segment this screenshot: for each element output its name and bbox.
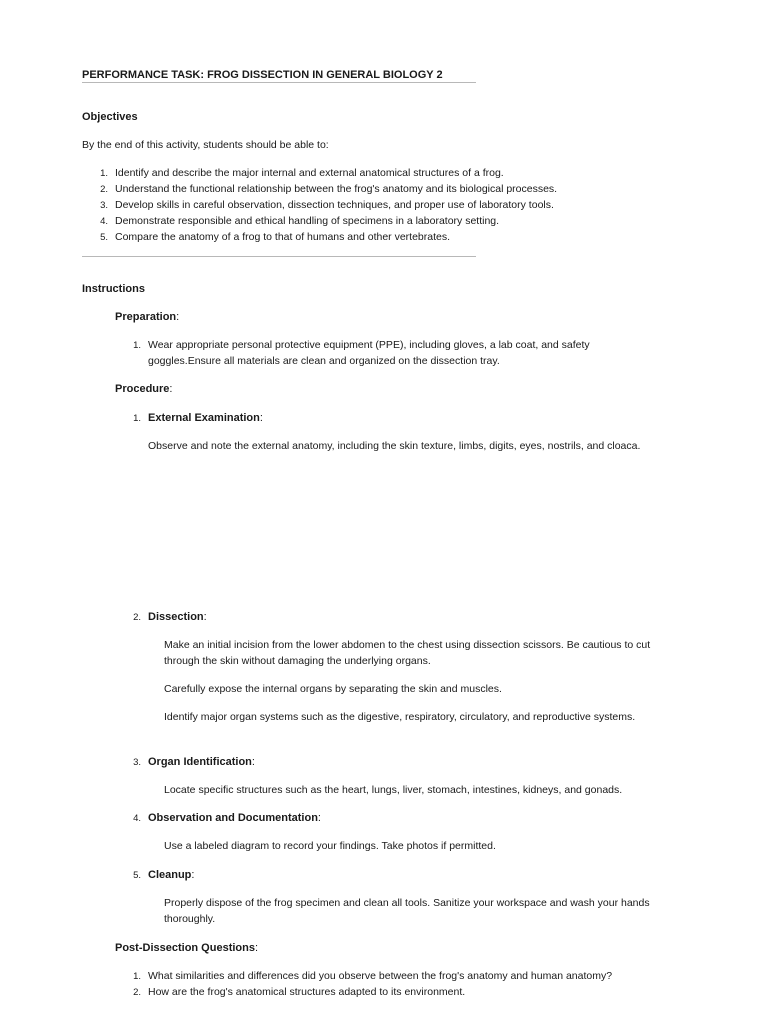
step-number: 3. (133, 757, 141, 768)
step-paragraph: Make an initial incision from the lower abdomen to the chest using dissection scissors. Be cautious to cut through the skin without damaging the underlying organs. (164, 639, 651, 667)
question-item: How are the frog's anatomical structures adapted to its environment. (148, 986, 466, 998)
step-paragraph: Observe and note the external anatomy, including the skin texture, limbs, digits, eyes, nostrils, and cloaca. (148, 440, 641, 452)
objective-item: Demonstrate responsible and ethical handling of specimens in a laboratory setting. (115, 215, 500, 227)
question-item: What similarities and differences did you observe between the frog's anatomy and human anatomy? (148, 970, 613, 982)
step-number: 2. (133, 612, 141, 623)
objective-item: Compare the anatomy of a frog to that of humans and other vertebrates. (115, 231, 451, 243)
objective-item: Develop skills in careful observation, dissection techniques, and proper use of laboratory tools. (115, 199, 554, 211)
title-underline (82, 82, 476, 83)
objectives-intro: By the end of this activity, students should be able to: (82, 139, 329, 151)
step-paragraph: Carefully expose the internal organs by separating the skin and muscles. (164, 683, 502, 695)
post-dissection-heading: Post-Dissection Questions: (115, 942, 259, 954)
document-title: PERFORMANCE TASK: FROG DISSECTION IN GENERAL BIOLOGY 2 (82, 69, 443, 81)
step-number: 1. (133, 413, 141, 424)
step-paragraph: Identify major organ systems such as the digestive, respiratory, circulatory, and reproductive systems. (164, 711, 636, 723)
step-title: Dissection: (148, 611, 207, 623)
section-divider (82, 256, 476, 257)
objective-item: Understand the functional relationship between the frog's anatomy and its biological processes. (115, 183, 558, 195)
objectives-heading: Objectives (82, 111, 138, 123)
step-paragraph: Properly dispose of the frog specimen and clean all tools. Sanitize your workspace and wash your hands thoroughly. (164, 897, 650, 925)
step-title: Cleanup: (148, 869, 195, 881)
question-number: 1. (133, 971, 141, 982)
step-number: 4. (133, 813, 141, 824)
objective-number: 1. (100, 168, 108, 179)
objective-item: Identify and describe the major internal and external anatomical structures of a frog. (115, 167, 504, 179)
step-paragraph: Locate specific structures such as the heart, lungs, liver, stomach, intestines, kidneys, and gonads. (164, 784, 623, 796)
step-title: Observation and Documentation: (148, 812, 321, 824)
instructions-heading: Instructions (82, 283, 145, 295)
objective-number: 2. (100, 184, 108, 195)
procedure-heading: Procedure: (115, 383, 173, 395)
preparation-number: 1. (133, 340, 141, 351)
step-number: 5. (133, 870, 141, 881)
objective-number: 4. (100, 216, 108, 227)
objective-number: 5. (100, 232, 108, 243)
preparation-item: Wear appropriate personal protective equipment (PPE), including gloves, a lab coat, and safety goggles.Ensure all materials are clean and organized on the dissection tray. (148, 339, 590, 367)
objective-number: 3. (100, 200, 108, 211)
step-title: External Examination: (148, 412, 263, 424)
step-paragraph: Use a labeled diagram to record your findings. Take photos if permitted. (164, 840, 496, 852)
question-number: 2. (133, 987, 141, 998)
step-title: Organ Identification: (148, 756, 255, 768)
preparation-heading: Preparation: (115, 311, 180, 323)
